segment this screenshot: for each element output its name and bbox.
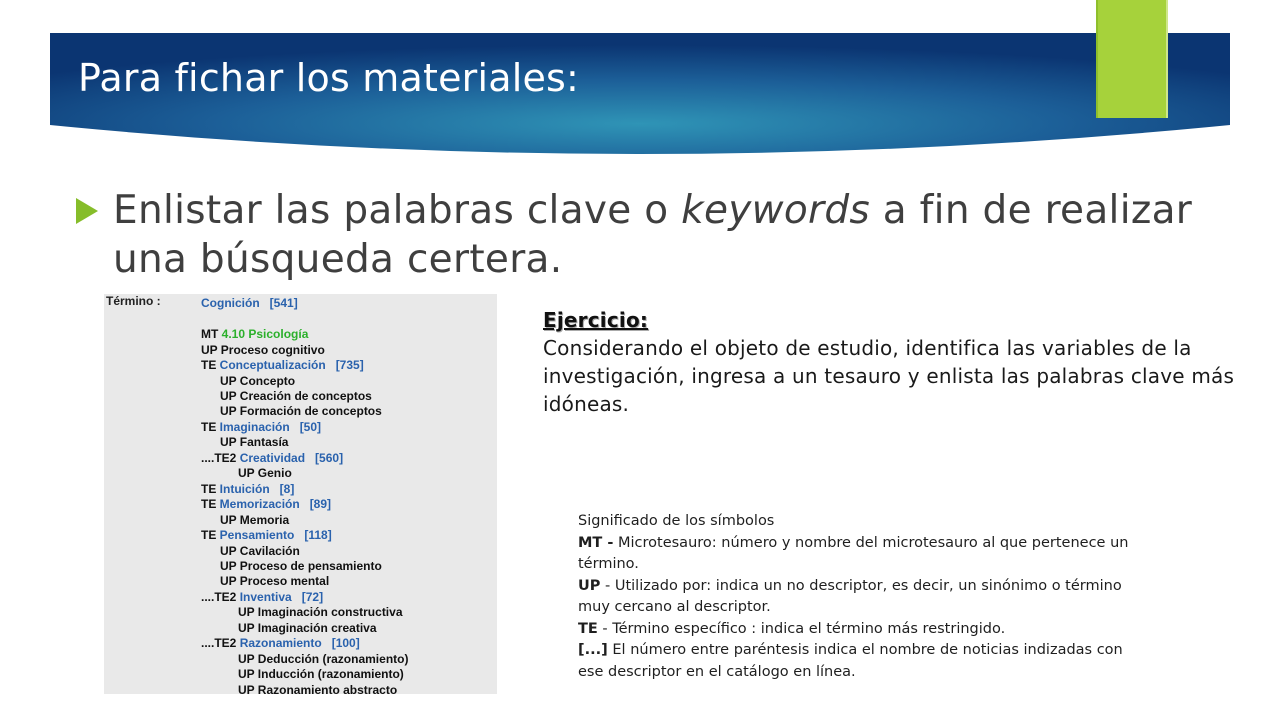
thesaurus-line-prefix: TE (201, 528, 220, 542)
thesaurus-line-prefix: TE (201, 482, 220, 496)
thesaurus-line (201, 327, 308, 341)
thesaurus-line (201, 636, 360, 650)
thesaurus-count: [735] (335, 358, 364, 372)
thesaurus-label: Término : (106, 294, 161, 308)
thesaurus-term: Inventiva (239, 590, 292, 604)
legend-up (578, 576, 1138, 619)
thesaurus-line-prefix: UP Proceso mental (220, 574, 330, 588)
thesaurus-line (238, 621, 377, 635)
bullet-text-part1: Enlistar las palabras clave o (113, 188, 682, 233)
thesaurus-count: [560] (315, 451, 344, 465)
bullet-text-part2: a fin de realizar una búsqueda certera. (113, 188, 1193, 282)
thesaurus-term: Conceptualización (219, 358, 326, 372)
thesaurus-line (201, 420, 321, 434)
bullet-text-italic: keywords (681, 188, 871, 233)
thesaurus-line-prefix: UP Inducción (razonamiento) (238, 667, 404, 681)
thesaurus-line (201, 482, 294, 496)
legend-up-text: - Utilizado por: indica un no descriptor, es decir, un sinónimo o término muy cercano al descriptor. (578, 577, 1122, 615)
thesaurus-line (220, 389, 372, 403)
slide-title: Para fichar los materiales: (78, 56, 580, 100)
thesaurus-line-prefix: UP Proceso cognitivo (201, 343, 325, 357)
thesaurus-line (201, 497, 331, 511)
thesaurus-line (238, 605, 403, 619)
thesaurus-line-prefix: TE (201, 497, 220, 511)
thesaurus-line (220, 559, 382, 573)
legend-brackets-key: [...] (578, 642, 608, 658)
thesaurus-line-prefix: ....TE2 (201, 590, 240, 604)
thesaurus-count: [118] (304, 528, 332, 542)
thesaurus-line (201, 590, 323, 604)
thesaurus-line-prefix: UP Genio (238, 466, 292, 480)
thesaurus-line-prefix: ....TE2 (201, 451, 240, 465)
thesaurus-line-prefix: UP Imaginación constructiva (238, 605, 403, 619)
thesaurus-line-prefix: UP Imaginación creativa (238, 621, 377, 635)
exercise-text: Considerando el objeto de estudio, identifica las variables de la investigación, ingresa a un tesauro y enlista las palabras clave más idóneas. (543, 336, 1235, 416)
thesaurus-line (238, 683, 397, 697)
thesaurus-line (238, 667, 404, 681)
legend-brackets (578, 640, 1138, 683)
thesaurus-line-prefix: UP Razonamiento abstracto (238, 683, 398, 697)
exercise-title: Ejercicio: (543, 308, 649, 332)
thesaurus-term: Intuición (219, 482, 270, 496)
thesaurus-count: [541] (269, 296, 298, 310)
thesaurus-line-prefix: UP Fantasía (220, 435, 289, 449)
thesaurus-line-prefix: UP Formación de conceptos (220, 404, 382, 418)
accent-tab (1096, 0, 1168, 118)
thesaurus-count: [89] (309, 497, 332, 511)
legend-up-key: UP (578, 577, 601, 594)
thesaurus-term: Creatividad (239, 451, 306, 465)
thesaurus-line (220, 544, 300, 558)
thesaurus-term: Razonamiento (239, 636, 322, 650)
thesaurus-panel (104, 294, 497, 697)
bullet-text (113, 186, 1223, 284)
thesaurus-count: [72] (301, 590, 324, 604)
legend-te (578, 619, 1138, 641)
thesaurus-term: Pensamiento (219, 528, 295, 542)
legend-te-key: TE (578, 620, 598, 637)
thesaurus-line (220, 513, 289, 527)
legend-mt (578, 533, 1138, 576)
thesaurus-line-prefix: UP Creación de conceptos (220, 389, 372, 403)
thesaurus-line-prefix: TE (201, 420, 220, 434)
thesaurus-line (201, 343, 325, 357)
thesaurus-line-prefix: TE (201, 358, 220, 372)
legend-mt-text: Microtesauro: número y nombre del microtesauro al que pertenece un término. (578, 534, 1129, 572)
thesaurus-line (220, 574, 329, 588)
thesaurus-count: [100] (331, 636, 360, 650)
thesaurus-line-prefix: UP Cavilación (220, 544, 300, 558)
thesaurus-line-prefix: UP Deducción (razonamiento) (238, 652, 409, 666)
thesaurus-line (238, 466, 292, 480)
thesaurus-line (220, 374, 295, 388)
thesaurus-line-prefix: ....TE2 (201, 636, 240, 650)
legend-mt-key: MT - (578, 534, 614, 551)
thesaurus-line (201, 451, 343, 465)
thesaurus-line-prefix: MT (201, 327, 222, 341)
thesaurus-term: Memorización (219, 497, 300, 511)
thesaurus-term: 4.10 Psicología (221, 327, 309, 341)
legend-brackets-text: El número entre paréntesis indica el nombre de noticias indizadas con ese descriptor en el catálogo en línea. (578, 642, 1123, 680)
exercise-block (543, 306, 1243, 418)
thesaurus-line (201, 528, 332, 542)
thesaurus-line (220, 435, 288, 449)
thesaurus-line (220, 404, 382, 418)
thesaurus-term: Cognición (201, 296, 260, 310)
legend-te-text: - Término específico : indica el término más restringido. (597, 620, 1006, 637)
thesaurus-line-prefix: UP Concepto (220, 374, 296, 388)
thesaurus-line-prefix: UP Proceso de pensamiento (220, 559, 382, 573)
thesaurus-term: Imaginación (219, 420, 290, 434)
thesaurus-line (238, 652, 408, 666)
thesaurus-count: [50] (299, 420, 322, 434)
thesaurus-line (201, 296, 298, 310)
symbols-legend (578, 511, 1138, 683)
triangle-bullet-icon (76, 198, 98, 224)
thesaurus-count: [8] (279, 482, 295, 496)
legend-heading: Significado de los símbolos (578, 513, 775, 529)
thesaurus-line (201, 358, 364, 372)
thesaurus-line-prefix: UP Memoria (220, 513, 290, 527)
